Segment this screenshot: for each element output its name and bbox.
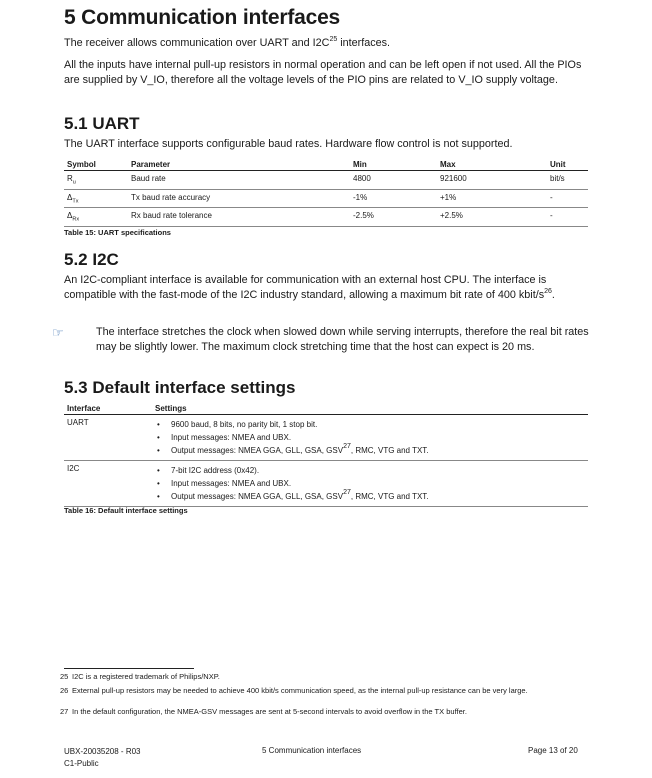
col-header-symbol: Symbol — [64, 158, 128, 171]
intro-paragraph: The receiver allows communication over UART and $I2C^{25}$ interfaces. — [64, 36, 391, 49]
footnote-ref-27[interactable]: 27 — [343, 489, 351, 496]
table-row — [64, 189, 588, 208]
symbol-cell: $R_u$ — [64, 171, 128, 190]
table-row — [64, 461, 588, 507]
footnote-ref-26[interactable]: 26 — [544, 288, 552, 295]
col-header-settings: Settings — [152, 402, 588, 415]
footnote-ref-25[interactable]: 25 — [329, 36, 338, 43]
page-number: Page 13 of 20 — [528, 746, 578, 755]
section-heading-uart: 5.1 UART — [64, 114, 140, 133]
unit-cell: - — [547, 189, 588, 208]
max-cell: +1% — [437, 189, 547, 208]
min-cell: 4800 — [350, 171, 437, 190]
col-header-min: Min — [350, 158, 437, 171]
section-heading-defaults: 5.3 Default interface settings — [64, 378, 296, 397]
table-row — [64, 208, 588, 227]
list-item: • 9600 baud, 8 bits, no parity bit, 1 stop bit. — [155, 418, 585, 431]
settings-cell — [152, 415, 588, 461]
settings-cell — [152, 461, 588, 507]
table-caption-15: Table 15: UART specifications — [64, 228, 171, 237]
interface-cell: UART — [64, 415, 152, 461]
list-item: • 7-bit I2C address (0x42). — [155, 464, 585, 477]
section-heading-i2c: 5.2 I2C — [64, 250, 119, 269]
list-item: • Input messages: NMEA and UBX. — [155, 477, 585, 490]
i2c-paragraph: An I2C-compliant interface is available for communication with an external host CPU. The interface is compatible with the fast-mode of the I2C industry standard, allowing a maximum bit rate of 400 kbit/$s^{26}$. — [64, 274, 555, 301]
page-title: 5 Communication interfaces — [64, 6, 341, 29]
classification: C1-Public — [64, 759, 99, 768]
footer-left — [64, 746, 141, 770]
parameter-cell: Rx baud rate tolerance — [128, 208, 350, 227]
list-item: • Output messages: NMEA GGA, GLL, GSA, GSV$^{27}$, RMC, VTG and TXT. — [155, 444, 585, 457]
symbol-cell: $\Delta_{Rx}$ — [64, 208, 128, 227]
max-cell: 921600 — [437, 171, 547, 190]
parameter-cell: Baud rate — [128, 171, 350, 190]
interface-cell: I2C — [64, 461, 152, 507]
table-row — [64, 415, 588, 461]
unit-cell: bit/s — [547, 171, 588, 190]
footnote-ref-27[interactable]: 27 — [343, 443, 351, 450]
col-header-max: Max — [437, 158, 547, 171]
footnote-divider — [64, 668, 194, 669]
parameter-cell: Tx baud rate accuracy — [128, 189, 350, 208]
list-item: • Input messages: NMEA and UBX. — [155, 431, 585, 444]
col-header-parameter: Parameter — [128, 158, 350, 171]
min-cell: -2.5% — [350, 208, 437, 227]
table-caption-16: Table 16: Default interface settings — [64, 506, 188, 515]
symbol-cell: $\Delta_{Tx}$ — [64, 189, 128, 208]
col-header-interface: Interface — [64, 402, 152, 415]
col-header-unit: Unit — [547, 158, 588, 171]
table-header-row — [64, 158, 588, 171]
unit-cell: - — [547, 208, 588, 227]
list-item: • Output messages: NMEA GGA, GLL, GSA, GSV$^{27}$, RMC, VTG and TXT. — [155, 490, 585, 503]
default-settings-table — [64, 402, 588, 507]
footer-section: 5 Communication interfaces — [262, 746, 362, 755]
doc-id: UBX-20035208 - R03 — [64, 747, 141, 756]
min-cell: -1% — [350, 189, 437, 208]
table-row — [64, 171, 588, 190]
uart-spec-table — [64, 158, 588, 227]
pull-up-paragraph: All the inputs have internal pull-up resistors in normal operation and can be left open if not used. All the PIOs are supplied by V_IO, therefore all the voltage levels of the PIO pins are related to V_IO supply voltage. — [64, 59, 582, 86]
uart-paragraph: The UART interface supports configurable baud rates. Hardware flow control is not supported. — [64, 138, 513, 150]
pointing-hand-icon: ☞ — [52, 325, 64, 340]
max-cell: +2.5% — [437, 208, 547, 227]
table-header-row — [64, 402, 588, 415]
i2c-note: The interface stretches the clock when slowed down while serving interrupts, therefore the real bit rates may be slightly lower. The maximum clock stretching time that the host can expect is 20 ms. — [96, 326, 589, 353]
